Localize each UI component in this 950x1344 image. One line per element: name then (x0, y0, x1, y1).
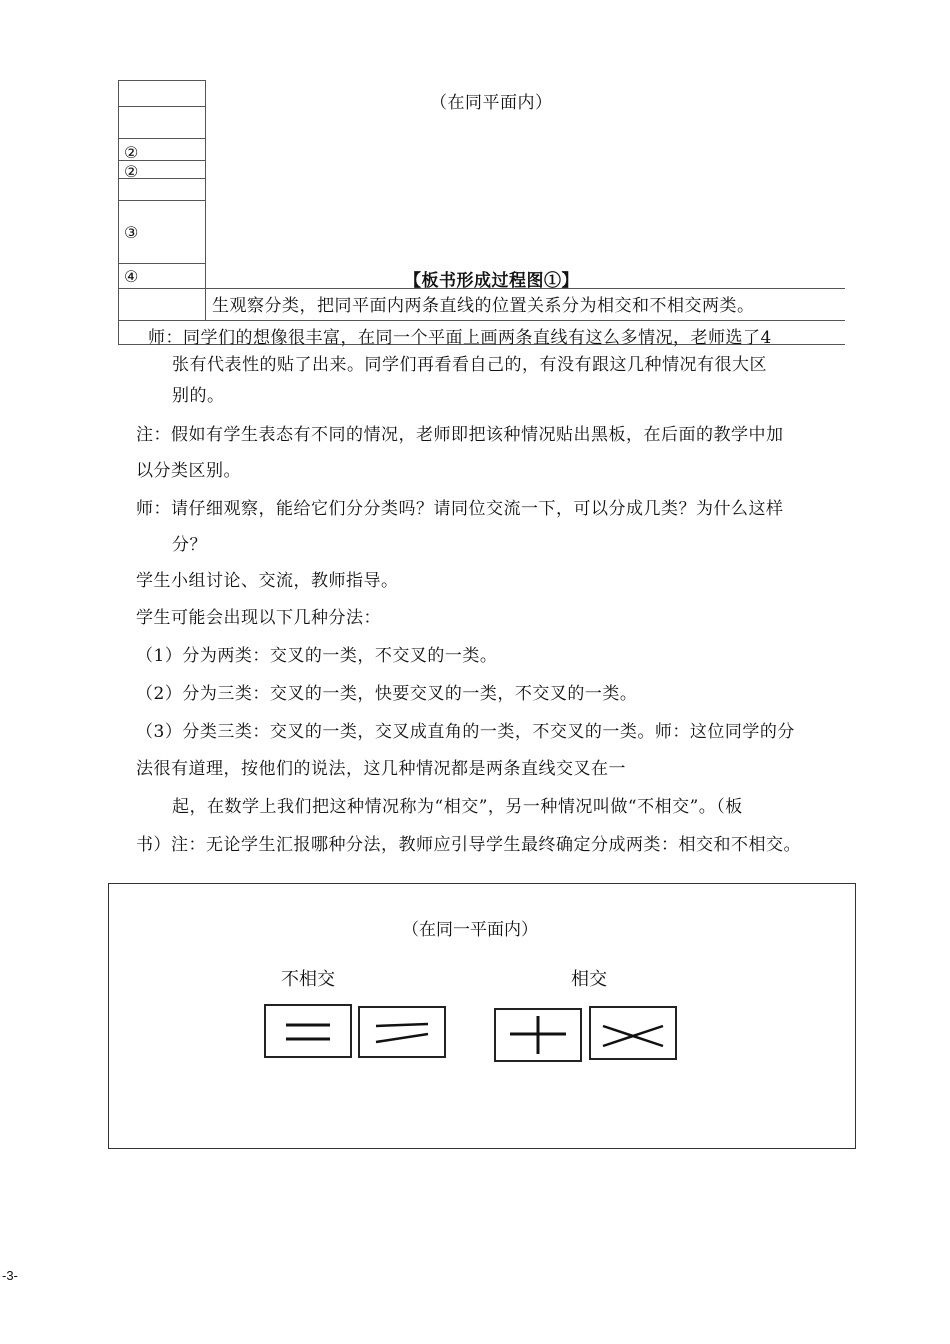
method-3b: 法很有道理，按他们的说法，这几种情况都是两条直线交叉在一 (136, 759, 626, 779)
label-intersect: 相交 (571, 969, 607, 990)
card-parallel-lines (264, 1004, 352, 1058)
table-right-cell-main (205, 80, 206, 289)
table-left-cell-8 (118, 288, 206, 321)
marker-2a: ② (124, 143, 139, 162)
table-row-line-2 (205, 320, 845, 321)
note-1a: 注：假如有学生表态有不同的情况，老师即把该种情况贴出黑板，在后面的教学中加 (136, 425, 784, 445)
body-line-2: 别的。 (172, 386, 225, 406)
conclusion-b: 书）注：无论学生汇报哪种分法，教师应引导学生最终确定分成两类：相交和不相交。 (136, 835, 801, 855)
table-left-cell-1 (118, 80, 206, 107)
page-number: -3- (2, 1268, 18, 1283)
conclusion-a: 起，在数学上我们把这种情况称为“相交”，另一种情况叫做“不相交”。（板 (172, 797, 743, 817)
board-caption: （在同一平面内） (402, 920, 538, 940)
card-perpendicular-lines (494, 1008, 582, 1062)
table-left-cell-2 (118, 106, 206, 139)
teacher-question-a: 师：请仔细观察，能给它们分分类吗？请同位交流一下，可以分成几类？为什么这样 (136, 499, 784, 519)
marker-3: ③ (124, 223, 139, 242)
methods-intro: 学生可能会出现以下几种分法： (136, 608, 381, 628)
table-row-text: 生观察分类，把同平面内两条直线的位置关系分为相交和不相交两类。 (212, 296, 755, 316)
parallel-lines-icon (266, 1006, 350, 1056)
near-parallel-lines-icon (360, 1008, 444, 1056)
board-process-title: 【板书形成过程图①】 (404, 271, 579, 291)
note-1b: 以分类区别。 (136, 461, 241, 481)
table-left-cell-5 (118, 178, 206, 201)
table-left-border-bottom (118, 320, 119, 345)
perpendicular-cross-icon (496, 1010, 580, 1060)
method-1: （1）分为两类：交叉的一类，不交叉的一类。 (136, 646, 498, 666)
card-crossing-lines (589, 1006, 677, 1060)
crossing-lines-icon (591, 1008, 675, 1058)
body-line-1: 张有代表性的贴了出来。同学们再看看自己的，有没有跟这几种情况有很大区 (172, 355, 767, 375)
teacher-question-b: 分？ (172, 535, 207, 555)
table-caption: （在同平面内） (430, 93, 553, 113)
method-3a: （3）分类三类：交叉的一类，交叉成直角的一类，不交叉的一类。师：这位同学的分 (136, 722, 795, 742)
method-2: （2）分为三类：交叉的一类，快要交叉的一类，不交叉的一类。 (136, 684, 638, 704)
table-bottom-text: 师：同学们的想像很丰富，在同一个平面上画两条直线有这么多情况，老师选了4 (148, 328, 772, 348)
group-discussion: 学生小组讨论、交流，教师指导。 (136, 571, 399, 591)
marker-2b: ② (124, 162, 139, 181)
card-near-parallel-lines (358, 1006, 446, 1058)
label-not-intersect: 不相交 (281, 969, 335, 990)
marker-4: ④ (124, 267, 139, 286)
